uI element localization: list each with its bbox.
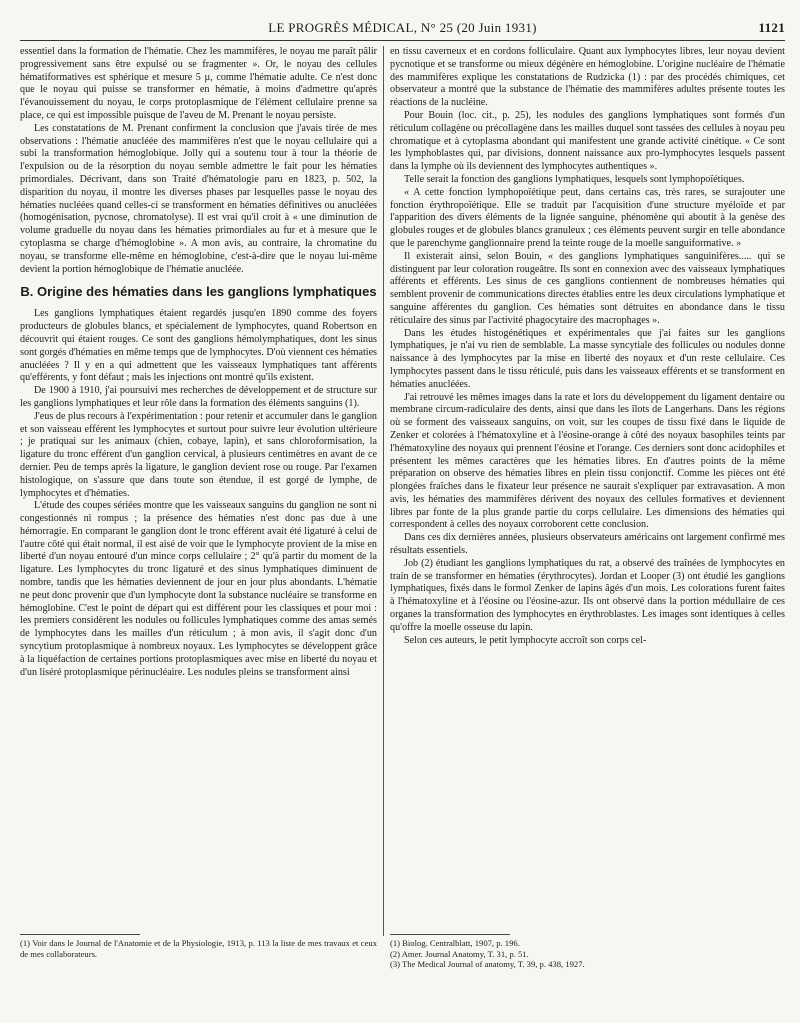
paragraph: J'eus de plus recours à l'expérimentation : pour retenir et accumuler dans le ganglion et son vaisseau efférent les lymphocytes et surtout pour suivre leur évolution ultérieure ; je pratiquai sur les animaux (chien, cobaye, lapin), et sans chloroformisation, la ligature du tronc efférent d'un ganglion cervical, à plusieurs centimètres en avant de ce dernier. Peu de temps après la ligature, le ganglion devient rose ou rouge. Par l'examen histologique, on s'assure que dans toute son étendue, il est gorgé de lymphe, de lymphocytes et d'hématies. [20, 410, 377, 499]
footnote: (2) Amer. Journal Anatomy, T. 31, p. 51. [390, 948, 529, 959]
paragraph: Dans ces dix dernières années, plusieurs observateurs américains ont largement confirmé mes résultats essentiels. [390, 532, 785, 557]
paragraph: Pour Bouin (loc. cit., p. 25), les nodules des ganglions lymphatiques sont formés d'un réticulum collagène ou précollagène dans les mailles duquel sont tassées des cellules à noyau peu chromatique et à cytoplasma abondant qui manifestent une grande activité cinétique. « Ce sont les lymphoblastes qui, par divisions, donnent naissance aux pro-lymphocytes lesquels passent dans la lymphe où ils deviennent des lymphocytes authentiques ». [390, 109, 785, 173]
paragraph: en tissu caverneux et en cordons folliculaire. Quant aux lymphocytes libres, leur noyau devient pycnotique et se transforme ou mieux dégénère en hémoglobine. L'origine nucléaire de l'hématie des mammifères explique les constatations de Rudzicka (1) : par des procédés chimiques, cet observateur a montré que la substance de l'hématie des mammifères adultes présente toutes les réactions de la nucléine. [390, 46, 785, 109]
paragraph: « A cette fonction lymphopoïétique peut, dans certains cas, très rares, se surajouter une fonction érythropoïétique. Elle se traduit par l'acquisition d'une structure myéloïde et par l'apparition des divers éléments de la lignée sanguine, phénomène qui aboutit à la genèse des globules rouges et de globules blancs granuleux ; ces éléments peuvent surgir en telle abondance que le parenchyme ganglionnaire prend la teinte rouge de la moelle sanguiformative. » [390, 186, 785, 249]
paragraph: Les ganglions lymphatiques étaient regardés jusqu'en 1890 comme des foyers producteurs de globules blancs, et spécialement de lymphocytes, quand Robertson en découvrit qui étaient rouges. Ce sont des ganglions hémolymphatiques, dont les sinus sont gorgés d'hématies en même temps que de lymphocytes. D'où viennent ces hématies anucléées ? Il y en a qui admettent que les vaisseaux lymphatiques tant afférents qu'efférents, y font défaut ; mais les injections ont montré qu'ils existent. [20, 308, 377, 384]
paragraph: L'étude des coupes sériées montre que les vaisseaux sanguins du ganglion ne sont ni congestionnés ni rompus ; la présence des hématies n'est donc pas due à une hémorragie. En comparant le ganglion dont le tronc efférent avait été ligaturé à celui de l'autre côté qui était normal, il est aisé de voir que le lymphocyte provient de la mise en liberté d'un noyau entouré d'un mince corps cellulaire ; 2° qu'à partir du moment de la ligature. Les lymphocytes du tronc ligaturé et des sinus lymphatiques diminuent de nombre, tandis que les hématies deviennent de jour en jour plus abondants. L'hématie ne peut donc provenir que d'un lymphocyte dont la substance nucléaire se transforme en hémoglobine. C'est le point de départ qui est différent pour les classiques et pour moi : les premiers considèrent les nodules ou follicules lymphatiques comme des amas semés de lymphocytes dans les mailles d'un réticulum ; à mon avis, il s'agit donc d'un syncytium protoplasmique à nombreux noyaux. Les lymphocytes se développent grâce à la liquéfaction de certaines portions protoplasmiques avec mise en liberté du noyau et d'un liséré protoplasmique périnucléaire. Les nodules pleins se transforment ainsi [20, 500, 377, 678]
footnotes-left [20, 938, 377, 959]
footnote: (1) Voir dans le Journal de l'Anatomie et de la Physiologie, 1913, p. 113 la liste de mes travaux et ceux de mes collaborateurs. [20, 938, 377, 959]
footnote-rule [20, 934, 140, 935]
paragraph: Telle serait la fonction des ganglions lymphatiques, lesquels sont lymphopoïétiques. [404, 173, 745, 185]
paragraph: Il existerait ainsi, selon Bouin, « des ganglions lymphatiques sanguinifères..... qui se distinguent par leur coloration rougeâtre. Ils sont en connexion avec des vaisseaux lymphatiques afférents et efférents. Les sinus de ces ganglions contiennent de nombreuses hématies qui semblent provenir de communications directes établies entre les deux circulations lymphatique et sanguine afférentes du ganglion. Ces hématies sont détruites en abondance dans le tissu réticulaire des sinus par l'activité phagocytaire des macrophages ». [390, 250, 785, 326]
right-column [390, 46, 785, 926]
paragraph: Job (2) étudiant les ganglions lymphatiques du rat, a observé des traînées de lymphocytes en train de se transformer en hématies (érythrocytes). Jordan et Looper (3) ont étudié les ganglions lymphatiques, fixés dans le formol Zenker de lapins âgés d'un mois. Les colorations furent faites à l'hématoxyline et à l'éosine ou l'éosine-azur. Ils ont observé dans la portion médullaire de ces organes la transformation des lymphocytes en érythroblastes. Les images sont identiques à celles qu'offre la moelle osseuse du lapin. [390, 557, 785, 633]
footnote-rule [390, 934, 510, 935]
paragraph: Les constatations de M. Prenant confirment la conclusion que j'avais tirée de mes observations : l'hématie anucléée des mammifères n'est que le noyau cellulaire qui a subi la transformation hémoglobique. Jolly qui a soutenu tour à tour la théorie de l'expulsion ou de la résorption du noyau semble admettre le fait pour les hématies primordiales. Décrivant, dans son Traité d'hématologie paru en 1823, p. 502, la disparition du noyau, il montre les diverses phases par lesquelles passe le noyau des hématies nucléées quand celles-ci se transforment en hématies définitives ou anucléées (homogénisation, pycnose, chromatolyse). Il est vrai qu'il croit à « une diminution de volume graduelle du noyau dans les hématies primordiales au fur et à mesure que le cytoplasma se charge d'hémoglobine ». A mon avis, au contraire, la chromatine du noyau, se transforme elle-même en hémoglobine, c'est-à-dire que le noyau lui-même devient la portion hémoglobique de l'hématie anucléée. [20, 122, 377, 275]
paragraph: De 1900 à 1910, j'ai poursuivi mes recherches de développement et de structure sur les ganglions lymphatiques et leur rôle dans la formation des éléments sanguins (1). [20, 385, 377, 409]
left-column [20, 46, 377, 926]
paragraph: Selon ces auteurs, le petit lymphocyte accroît son corps cel- [404, 634, 647, 646]
paragraph: essentiel dans la formation de l'hématie. Chez les mammifères, le noyau me paraît pâlir progressivement sans être expulsé ou se fragmenter ». Or, le noyau des cellules hématiformatives est sphérique et mesure 5 µ, comme l'hématie adulte. Ce n'est donc que le noyau qui puisse se transformer en hématie, à moins d'admettre qu'après l'évanouissement du noyau, le corps protoplasmique de l'élément cellulaire prenne sa place, ce qui est impossible puisque de l'aveu de M. Prenant le noyau persiste. [20, 46, 377, 121]
footnote: (1) Biolog. Centralblatt, 1907, p. 196. [390, 938, 520, 948]
paragraph: Dans les études histogénétiques et expérimentales que j'ai faites sur les ganglions lymphatiques, je n'ai vu rien de semblable. La masse syncytiale des follicules ou nodules donne naissance à des lymphocytes par la mise en liberté des noyaux et d'un reste cellulaire. Ces lymphocytes passent dans le tissu réticulé, puis dans les vaisseaux efférents et se transforment en hématies anucléées. [390, 327, 785, 390]
running-title: LE PROGRÈS MÉDICAL, N° 25 (20 Juin 1931) [268, 20, 537, 35]
column-divider [383, 46, 384, 936]
running-header [20, 18, 785, 41]
footnote: (3) The Medical Journal of anatomy, T. 39, p. 438, 1927. [390, 959, 585, 970]
footnotes-right [390, 938, 785, 970]
section-heading: B. Origine des hématies dans les ganglions lymphatiques [20, 284, 377, 300]
paragraph: J'ai retrouvé les mêmes images dans la rate et lors du développement du ligament dentaire ou membrane circum-radiculaire des dents, ainsi que dans les îlots de Langerhans. Dans les régions où se forment des vaisseaux sanguins, on voit, sur les coupes de tissu fixé dans le liquide de Zenker et colorées à l'hématoxyline et à l'éosine-orange à côté des noyaux basophiles teints par l'hématoxyline des noyaux qui prennent l'éosine et l'orange. Ces derniers sont donc acidophiles et présentent les mêmes caractères que les hématies libres. En d'autres points de la même préparation on observe des hématies libres en plein tissu conjonctif. Comme les pièces ont été plongées fraîches dans le fixateur leur présence ne saurait s'expliquer par extravasation. A mon avis, les hématies des mammifères dérivent des noyaux des cellules formatives et deviennent libres par fonte de la plus grande partie du corps cellulaire. Les dimensions des hématies qui correspondent à celles des noyaux corroborent cette conclusion. [390, 391, 785, 531]
page-number: 1121 [758, 20, 785, 35]
